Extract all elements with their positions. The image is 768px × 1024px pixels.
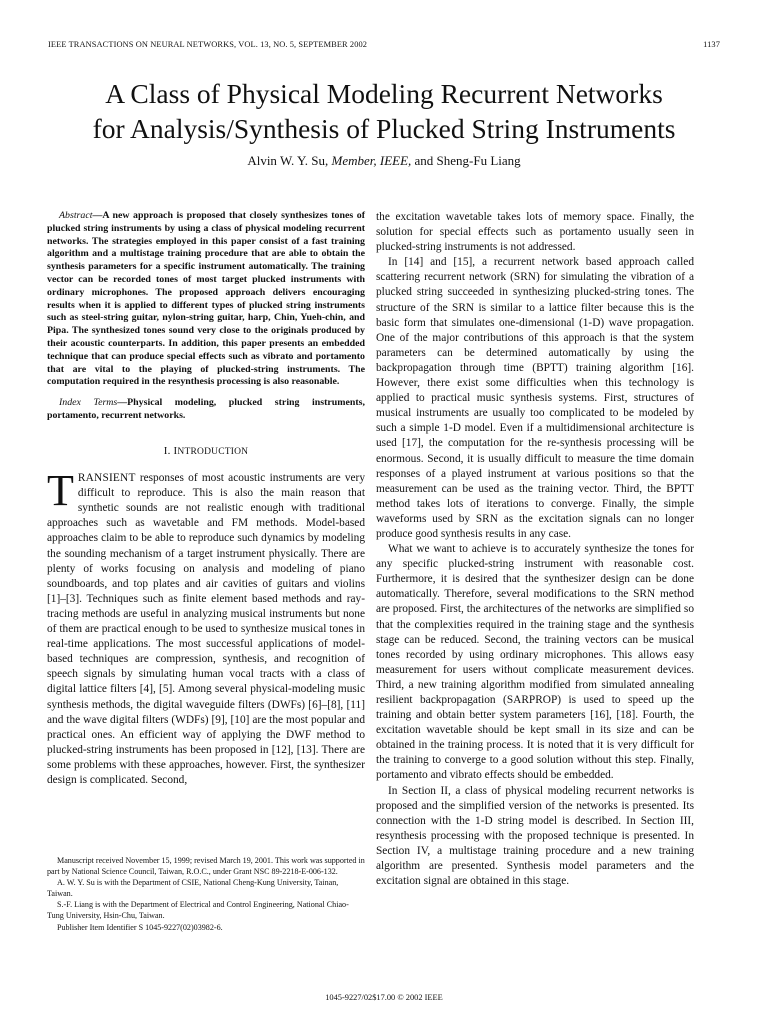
footnote-author-2: S.-F. Liang is with the Department of Electrical and Control Engineering, National Chiao-Tung University, Hsin-Chu, Taiwan. — [47, 900, 349, 921]
author-rest: and Sheng-Fu Liang — [411, 153, 521, 168]
footnote-manuscript: Manuscript received November 15, 1999; revised March 19, 2001. This work was supported in part by National Science Council, Taiwan, R.O.C., under Grant NSC 89-2218-E-006-132. — [47, 856, 365, 877]
footnote-author-1: A. W. Y. Su is with the Department of CSIE, National Cheng-Kung University, Tainan, Taiwan. — [47, 878, 339, 899]
drop-cap: T — [47, 466, 74, 516]
page-footer: 1045-9227/02$17.00 © 2002 IEEE — [325, 993, 443, 1002]
section-title-initial: I — [173, 444, 178, 457]
author-1: Alvin W. Y. Su, — [247, 153, 332, 168]
first-word: RANSIENT — [77, 472, 136, 485]
paper-title — [40, 76, 728, 146]
title-line-1: A Class of Physical Modeling Recurrent Networks — [105, 78, 663, 109]
section-title-rest: NTRODUCTION — [177, 446, 249, 457]
right-paragraph-1: In [14] and [15], a recurrent network based approach called scattering recurrent network (SRN) for simulating the vibration of a plucked string succeeded in synthesizing plucked-string tones. The structure of the SRN is similar to a lattice filter because this is the basic form that simulates one-dimensional (1-D) wave propagation. One of the major contributions of this approach is that the system parameters can be determined automatically by using the backpropagation through time (BPTT) training algorithm [16]. However, there exist some difficulties when this technology is applied to practical music synthesis systems. First, structures of musical instruments are usually too complicated to be modeled by such a simple 1-D model. Even if a multidimensional architecture is used [17], the computation for the re-synthesis processing will be enormous. Second, it is usually difficult to measure the time domain responses of a played instrument at various positions so that the measurement can be used as the training vector. Third, the BPTT method takes lots of iterations to converge. Finally, the simple waveforms used by SRN as the excitation signals can no longer produce good synthesis results in any case. — [376, 256, 694, 540]
running-header — [48, 40, 720, 49]
footnote-publisher-id: Publisher Item Identifier S 1045-9227(02)03982-6. — [57, 922, 223, 932]
intro-text: responses of most acoustic instruments are very difficult to reproduce. This is also the main reason that synthetic sounds are not realistic enough with traditional approaches such as wavetable and FM methods. Model-based approaches claim to be able to reproduce such dynamics by modeling the sounding mechanism of a target instrument physically. There are plenty of works focusing on analysis and modeling of piano soundboards, and top plates and air cavities of guitars and violins [1]–[3]. Techniques such as finite element based methods and ray-tracing methods are useful in analyzing musical instruments but none of them are practical enough to be used to synthesize musical tones in real-time applications. The most successful applications of model-based techniques are compression, synthesis, and recognition of speech signals by simulating human vocal tracts with a class of digital lattice filters [4], [5]. Among several physical-modeling music synthesis methods, the digital waveguide filters (DWFs) [6]–[8], [11] and the wave digital filters (WDFs) [9], [10] are the most popular and practical ones. An efficient way of applying the DWF method to plucked-string instruments has been proposed in [12], [13]. There are some problems with these approaches, however. First, the synthesizer design is complicated. Second, — [47, 472, 365, 786]
right-paragraph-3: In Section II, a class of physical modeling recurrent networks is proposed and the simplified version of the networks is presented. Its connection with the 1-D string model is described. In Section III, resynthesis processing with the proposed technique is presented. In Section IV, a multistage training procedure and a new training algorithm are presented. Synthesis model parameters and the excitation signal are obtained in this stage. — [376, 784, 694, 888]
journal-name: IEEE TRANSACTIONS ON NEURAL NETWORKS, VOL. 13, NO. 5, SEPTEMBER 2002 — [48, 40, 368, 49]
abstract-label: Abstract — [59, 210, 93, 221]
section-number: I. — [163, 444, 174, 457]
abstract-text: —A new approach is proposed that closely synthesizes tones of plucked string instruments by using a class of physical modeling recurrent networks. The strategies employed in this paper consist of a fast training algorithm and a multistage training procedure that are able to obtain the synthesis parameters for a specific instrument automatically. The training vector can be recorded tones of most target plucked instruments with ordinary microphones. The proposed approach delivers encouraging results when it is applied to different types of plucked string instruments such as steel-string guitar, nylon-string guitar, harp, Chin, Yueh-chin, and Pipa. The synthesized tones sound very close to the originals produced by their acoustic counterparts. In addition, this paper presents an embedded technique that can produce special effects such as vibrato and portamento that are vital to the playing of plucked-string instruments. The computation required in the resynthesis processing is also reasonable. — [47, 210, 365, 388]
page-number: 1137 — [703, 40, 720, 49]
abstract — [47, 210, 365, 389]
index-terms-label: Index Terms — [59, 397, 118, 409]
section-heading-introduction — [47, 445, 365, 459]
footnotes — [47, 855, 365, 933]
left-column — [47, 210, 365, 788]
title-line-2: for Analysis/Synthesis of Plucked String Instruments — [92, 113, 676, 144]
index-terms-text: —Physical modeling, plucked string instruments, portamento, recurrent networks. — [47, 397, 365, 421]
authors — [40, 153, 728, 169]
right-paragraph-2: What we want to achieve is to accurately synthesize the tones for any specific plucked-string instrument with reasonable cost. Furthermore, it is desired that the synthesizer design can be done automatically. Therefore, several modifications to the SRN method are proposed. First, the architectures of the networks are simplified so that the complexities required in the training stage and the synthesis stage can be reduced. Second, the training vectors can be musical tones recorded by using ordinary microphones. This allows easy measurement for users without complicate measurement devices. Third, a new training algorithm modified from simulated annealing resilient backpropagation (SARPROP) is used to speed up the training and obtain better system parameters [16], [18]. Fourth, the excitation wavetable should be kept small in its size and can be obtained in the training process. It is noted that it is very difficult for the training to converge to a good solution without this step. Finally, portamento and vibrato effects should be embedded. — [376, 543, 694, 782]
intro-paragraph — [47, 466, 365, 788]
right-column — [376, 210, 694, 889]
index-terms — [47, 397, 365, 423]
author-1-affil: Member, IEEE, — [331, 153, 412, 168]
right-paragraph-0: the excitation wavetable takes lots of memory space. Finally, the solution for special effects such as portamento usually seen in plucked-string instruments is not addressed. — [376, 211, 694, 254]
